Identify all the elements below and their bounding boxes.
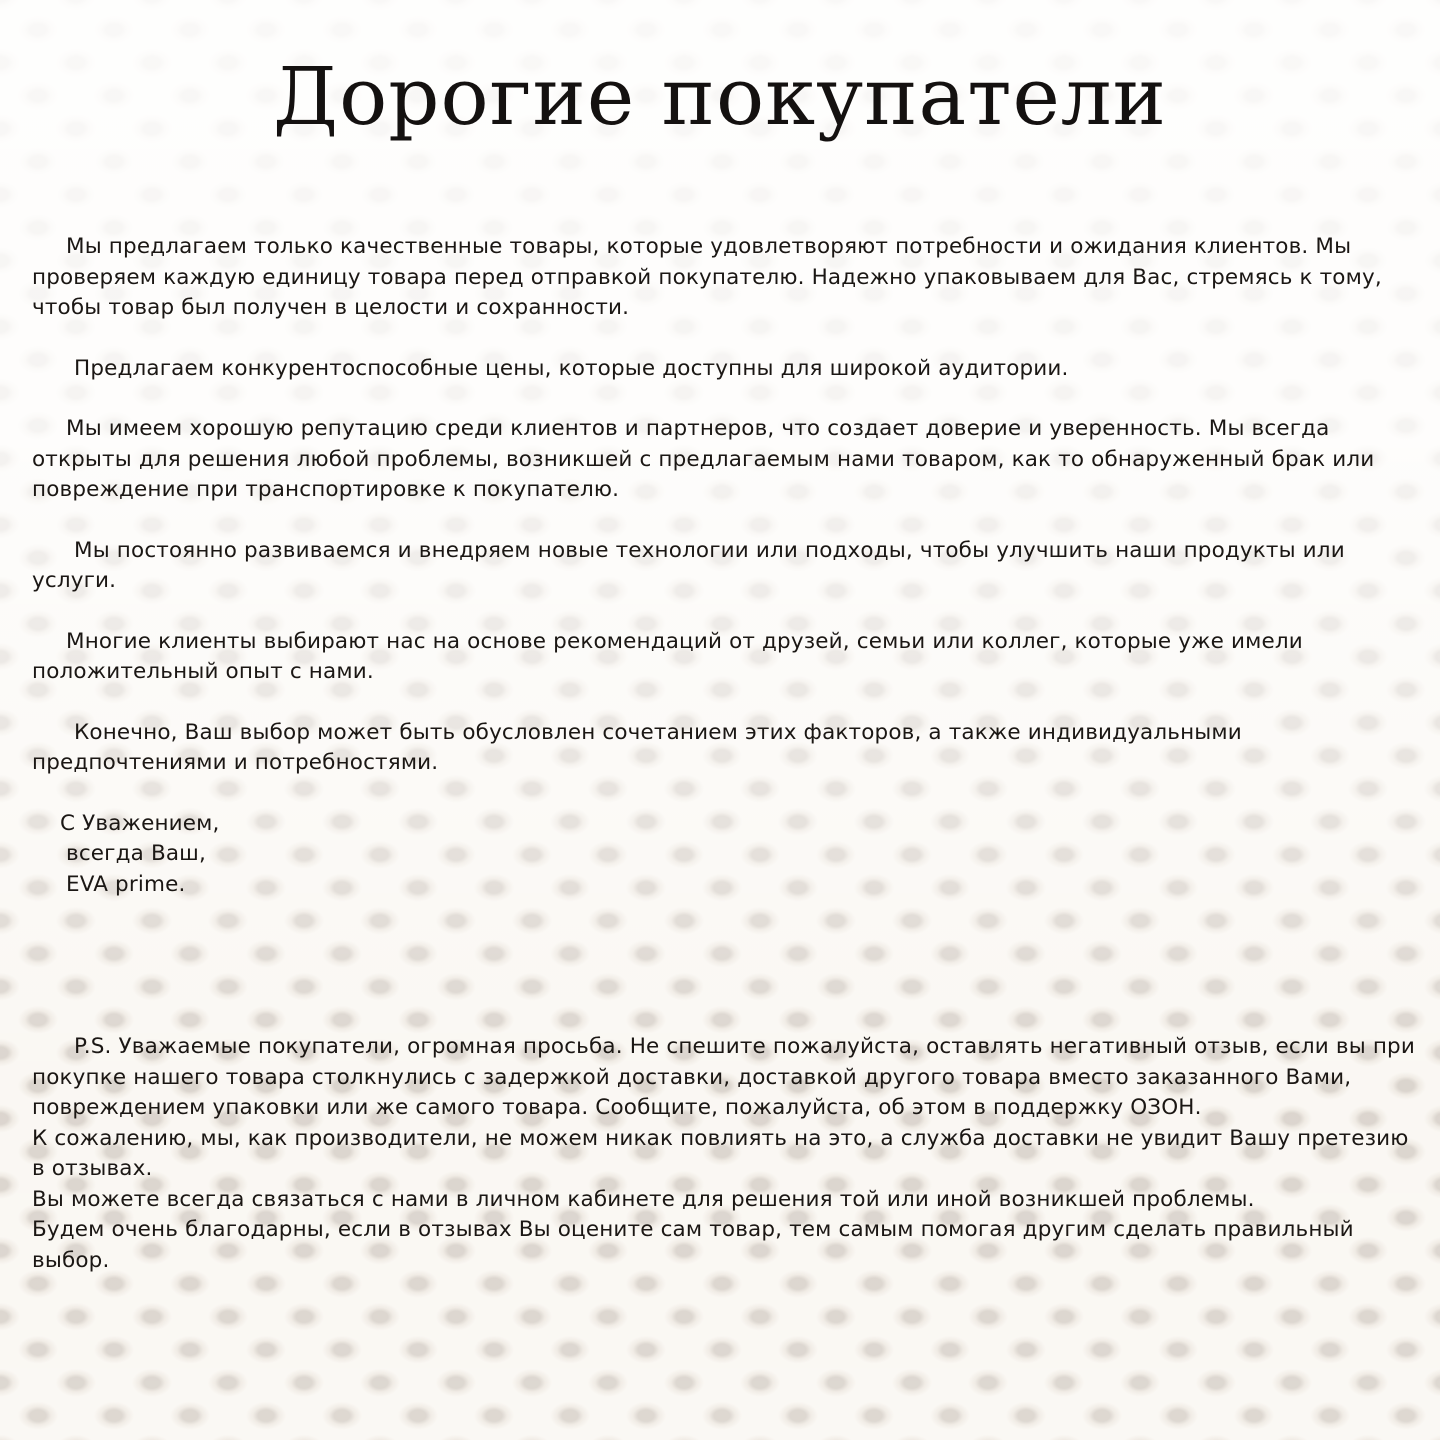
signature-closing: всегда Ваш, [66, 841, 206, 866]
paragraph-prices: Предлагаем конкурентоспособные цены, которые доступны для широкой аудитории. [74, 355, 1069, 381]
letter-body [32, 232, 1417, 900]
paragraph-conclusion: Конечно, Ваш выбор может быть обусловлен сочетанием этих факторов, а также индивидуальными предпочтениями и потребностями. [32, 719, 1242, 775]
paragraph-reputation: Мы имеем хорошую репутацию среди клиентов и партнеров, что создает доверие и уверенность. Мы всегда открыты для решения любой проблемы, возникшей с предлагаемым нами товаром, как то обнаруженный брак или повреждение при транспортировке к покупателю. [32, 416, 1375, 502]
paragraph-quality: Мы предлагаем только качественные товары, которые удовлетворяют потребности и ожидания клиентов. Мы проверяем каждую единицу товара перед отправкой покупателю. Надежно упаковываем для Вас, стремясь к тому, чтобы товар был получен в целости и сохранности. [32, 234, 1382, 320]
signature-greeting: С Уважением, [60, 810, 220, 836]
signature-block [32, 809, 1417, 901]
signature-brand: EVA prime. [66, 871, 186, 897]
postscript-intro: P.S. Уважаемые покупатели, огромная просьба. Не спешите пожалуйста, оставлять негативный отзыв, если вы при покупке нашего товара столкнулись с задержкой доставки, доставкой другого товара вместо заказанного Вами, повреждением упаковки или же самого товара. Сообщите, пожалуйста, об этом в поддержку ОЗОН. [32, 1034, 1415, 1120]
paragraph-development: Мы постоянно развиваемся и внедряем новые технологии или подходы, чтобы улучшить наши продукты или услуги. [32, 537, 1345, 593]
postscript-block [32, 1032, 1417, 1276]
postscript-delivery-note: К сожалению, мы, как производители, не можем никак повлиять на это, а служба доставки не увидит Вашу претезию в отзывах. [32, 1125, 1409, 1181]
page-title: Дорогие покупатели [273, 50, 1167, 143]
paragraph-recommendations: Многие клиенты выбирают нас на основе рекомендаций от друзей, семьи или коллег, которые уже имели положительный опыт с нами. [32, 628, 1303, 684]
postscript-review-request: Будем очень благодарны, если в отзывах Вы оцените сам товар, тем самым помогая другим сделать правильный выбор. [32, 1217, 1354, 1273]
postscript-contact-note: Вы можете всегда связаться с нами в личном кабинете для решения той или иной возникшей проблемы. [32, 1186, 1255, 1212]
